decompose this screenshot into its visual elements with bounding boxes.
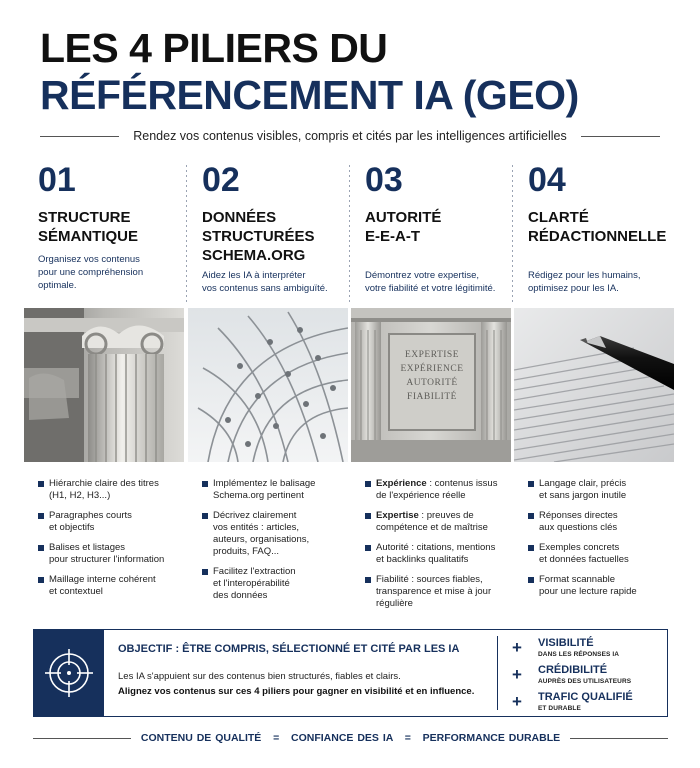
list-item xyxy=(38,574,183,598)
pillar-description-line: optimale. xyxy=(38,280,77,291)
list-item-line: Paragraphes courts xyxy=(49,510,132,521)
list-item xyxy=(202,566,347,602)
list-item-text: : contenus issus xyxy=(426,478,498,489)
list-item-line: de l'expérience réelle xyxy=(376,490,466,501)
pillar-description xyxy=(365,269,510,295)
plus-icon: + xyxy=(512,638,522,657)
pillar-heading-line: E-E-A-T xyxy=(365,228,420,245)
list-item xyxy=(202,510,347,558)
pillar-bullet-list xyxy=(202,478,347,610)
list-item-line: Langage clair, précis xyxy=(539,478,627,489)
footer-rule-left xyxy=(33,738,131,739)
list-item-line: auteurs, organisations, xyxy=(213,534,310,545)
pillar-heading-line: SÉMANTIQUE xyxy=(38,228,139,245)
geodesic-dome-icon xyxy=(188,308,348,462)
pen-on-paper-icon xyxy=(514,308,674,462)
pillar-heading xyxy=(528,208,666,246)
pillar-heading-line: STRUCTURE xyxy=(38,209,131,226)
pillar-heading xyxy=(365,208,441,246)
pillar-3 xyxy=(351,163,513,618)
list-item-line: et objectifs xyxy=(49,522,95,533)
list-item xyxy=(528,510,673,534)
footer-text xyxy=(131,732,570,744)
list-item-line: pour structurer l'information xyxy=(49,554,165,565)
plus-icon: + xyxy=(512,692,522,711)
engraving-line: EXPÉRIENCE xyxy=(400,364,464,374)
benefit-subtitle: AUPRÈS DES UTILISATEURS xyxy=(538,678,632,685)
pillar-description-line: Aidez les IA à interpréter xyxy=(202,270,306,281)
engraving-line: AUTORITÉ xyxy=(406,378,458,388)
list-item-text: : preuves de xyxy=(418,510,474,521)
list-item-line: Exemples concrets xyxy=(539,542,620,553)
list-item-line xyxy=(376,478,510,490)
footer-equals: = xyxy=(273,732,280,744)
list-item-line: vos entités : articles, xyxy=(213,522,300,533)
benefit-title: CRÉDIBILITÉ xyxy=(538,664,608,676)
pillar-description-line: pour une compréhension xyxy=(38,267,144,278)
list-item xyxy=(528,478,673,502)
engraving-line: EXPERTISE xyxy=(404,350,460,360)
list-item xyxy=(365,542,510,566)
list-item-line: Balises et listages xyxy=(49,542,126,553)
pillar-description xyxy=(38,253,183,292)
pillar-description-line: Organisez vos contenus xyxy=(38,254,140,265)
subtitle-rule-left xyxy=(40,136,119,137)
pillar-2 xyxy=(188,163,350,618)
list-item-line: aux questions clés xyxy=(539,522,618,533)
list-item-line: des données xyxy=(213,590,268,601)
list-item xyxy=(38,542,183,566)
footer-equals: = xyxy=(404,732,411,744)
list-item xyxy=(202,478,347,502)
subtitle: Rendez vos contenus visibles, compris et cités par les intelligences artificielles xyxy=(133,129,567,143)
objective-text-strong: Alignez vos contenus sur ces 4 piliers pour gagner en visibilité et en influence. xyxy=(118,686,475,697)
pillar-heading-line: DONNÉES xyxy=(202,209,277,226)
list-item-line: compétence et de maîtrise xyxy=(376,522,488,533)
footer-rule-right xyxy=(570,738,668,739)
benefit-subtitle: DANS LES RÉPONSES IA xyxy=(538,651,620,658)
pillar-bullet-list xyxy=(38,478,183,606)
list-item-line: et données factuelles xyxy=(539,554,629,565)
list-item-line xyxy=(376,510,510,522)
subtitle-rule-right xyxy=(581,136,660,137)
pillar-description-line: optimisez pour les IA. xyxy=(528,283,619,294)
list-item xyxy=(365,574,510,610)
list-item-line: Réponses directes xyxy=(539,510,618,521)
pillar-number: 02 xyxy=(202,161,240,199)
list-item-line: régulière xyxy=(376,598,413,609)
footer-part: CONFIANCE DES IA xyxy=(290,732,393,744)
pillar-number: 03 xyxy=(365,161,403,199)
engraved-monument-icon xyxy=(351,308,511,462)
list-item-line: Hiérarchie claire des titres xyxy=(49,478,159,489)
list-item-line: et sans jargon inutile xyxy=(539,490,627,501)
objective-divider xyxy=(497,636,498,710)
list-item-strong: Expérience xyxy=(376,478,427,489)
list-item-line: Autorité : citations, mentions xyxy=(376,542,496,553)
pillar-description-line: votre fiabilité et votre légitimité. xyxy=(365,283,496,294)
footer-part: CONTENU DE QUALITÉ xyxy=(140,732,262,744)
title-line-2: RÉFÉRENCEMENT IA (GEO) xyxy=(40,72,579,118)
column-separator xyxy=(186,165,187,305)
greek-column-icon xyxy=(24,308,184,462)
footer-part: PERFORMANCE DURABLE xyxy=(422,732,561,744)
objective-box xyxy=(33,629,668,717)
list-item-line: Format scannable xyxy=(539,574,616,585)
benefit-title: VISIBILITÉ xyxy=(538,637,594,649)
list-item-line: et backlinks qualitatifs xyxy=(376,554,469,565)
pillar-description xyxy=(528,269,673,295)
pillar-heading-line: SCHEMA.ORG xyxy=(202,247,306,264)
list-item xyxy=(528,574,673,598)
list-item-line: et contextuel xyxy=(49,586,103,597)
pillar-heading-line: RÉDACTIONNELLE xyxy=(528,228,667,245)
pillar-bullet-list xyxy=(528,478,673,606)
engraving-text xyxy=(389,348,475,404)
list-item-line: Facilitez l'extraction xyxy=(213,566,296,577)
pillar-heading-line: CLARTÉ xyxy=(528,209,589,226)
list-item xyxy=(38,510,183,534)
objective-title: OBJECTIF : ÊTRE COMPRIS, SÉLECTIONNÉ ET CITÉ PAR LES IA xyxy=(118,643,460,655)
pillar-number: 01 xyxy=(38,161,76,199)
pillar-description-line: Démontrez votre expertise, xyxy=(365,270,480,281)
list-item-line: (H1, H2, H3...) xyxy=(49,490,111,501)
pillar-description xyxy=(202,269,347,295)
footer-equation xyxy=(33,730,668,746)
pillar-heading-line: AUTORITÉ xyxy=(365,209,442,226)
pillar-1 xyxy=(24,163,186,618)
list-item-strong: Expertise xyxy=(376,510,419,521)
plus-icon: + xyxy=(512,665,522,684)
objective-text: Les IA s'appuient sur des contenus bien structurés, fiables et clairs. xyxy=(118,671,401,682)
list-item xyxy=(365,510,510,534)
pillar-4 xyxy=(514,163,676,618)
list-item xyxy=(38,478,183,502)
list-item-line: Fiabilité : sources fiables, xyxy=(376,574,483,585)
subtitle-row xyxy=(40,127,660,145)
benefit-subtitle: ET DURABLE xyxy=(538,705,581,712)
pillar-bullet-list xyxy=(365,478,510,618)
pillar-heading xyxy=(202,208,315,265)
pillar-description-line: vos contenus sans ambiguïté. xyxy=(202,283,328,294)
list-item-line: Décrivez clairement xyxy=(213,510,297,521)
benefit-title: TRAFIC QUALIFIÉ xyxy=(538,691,633,703)
list-item-line: produits, FAQ... xyxy=(213,546,279,557)
list-item-line: transparence et mise à jour xyxy=(376,586,492,597)
list-item-line: pour une lecture rapide xyxy=(539,586,637,597)
engraving-line: FIABILITÉ xyxy=(407,392,457,402)
list-item xyxy=(528,542,673,566)
title-line-1: LES 4 PILIERS DU xyxy=(40,25,388,71)
pillar-heading-line: STRUCTURÉES xyxy=(202,228,315,245)
pillar-description-line: Rédigez pour les humains, xyxy=(528,270,641,281)
pillar-number: 04 xyxy=(528,161,566,199)
list-item-line: Schema.org pertinent xyxy=(213,490,304,501)
list-item-line: et l'interopérabilité xyxy=(213,578,290,589)
list-item xyxy=(365,478,510,502)
list-item-line: Implémentez le balisage xyxy=(213,478,316,489)
list-item-line: Maillage interne cohérent xyxy=(49,574,156,585)
pillar-heading xyxy=(38,208,138,246)
target-crosshair-icon xyxy=(34,630,104,716)
